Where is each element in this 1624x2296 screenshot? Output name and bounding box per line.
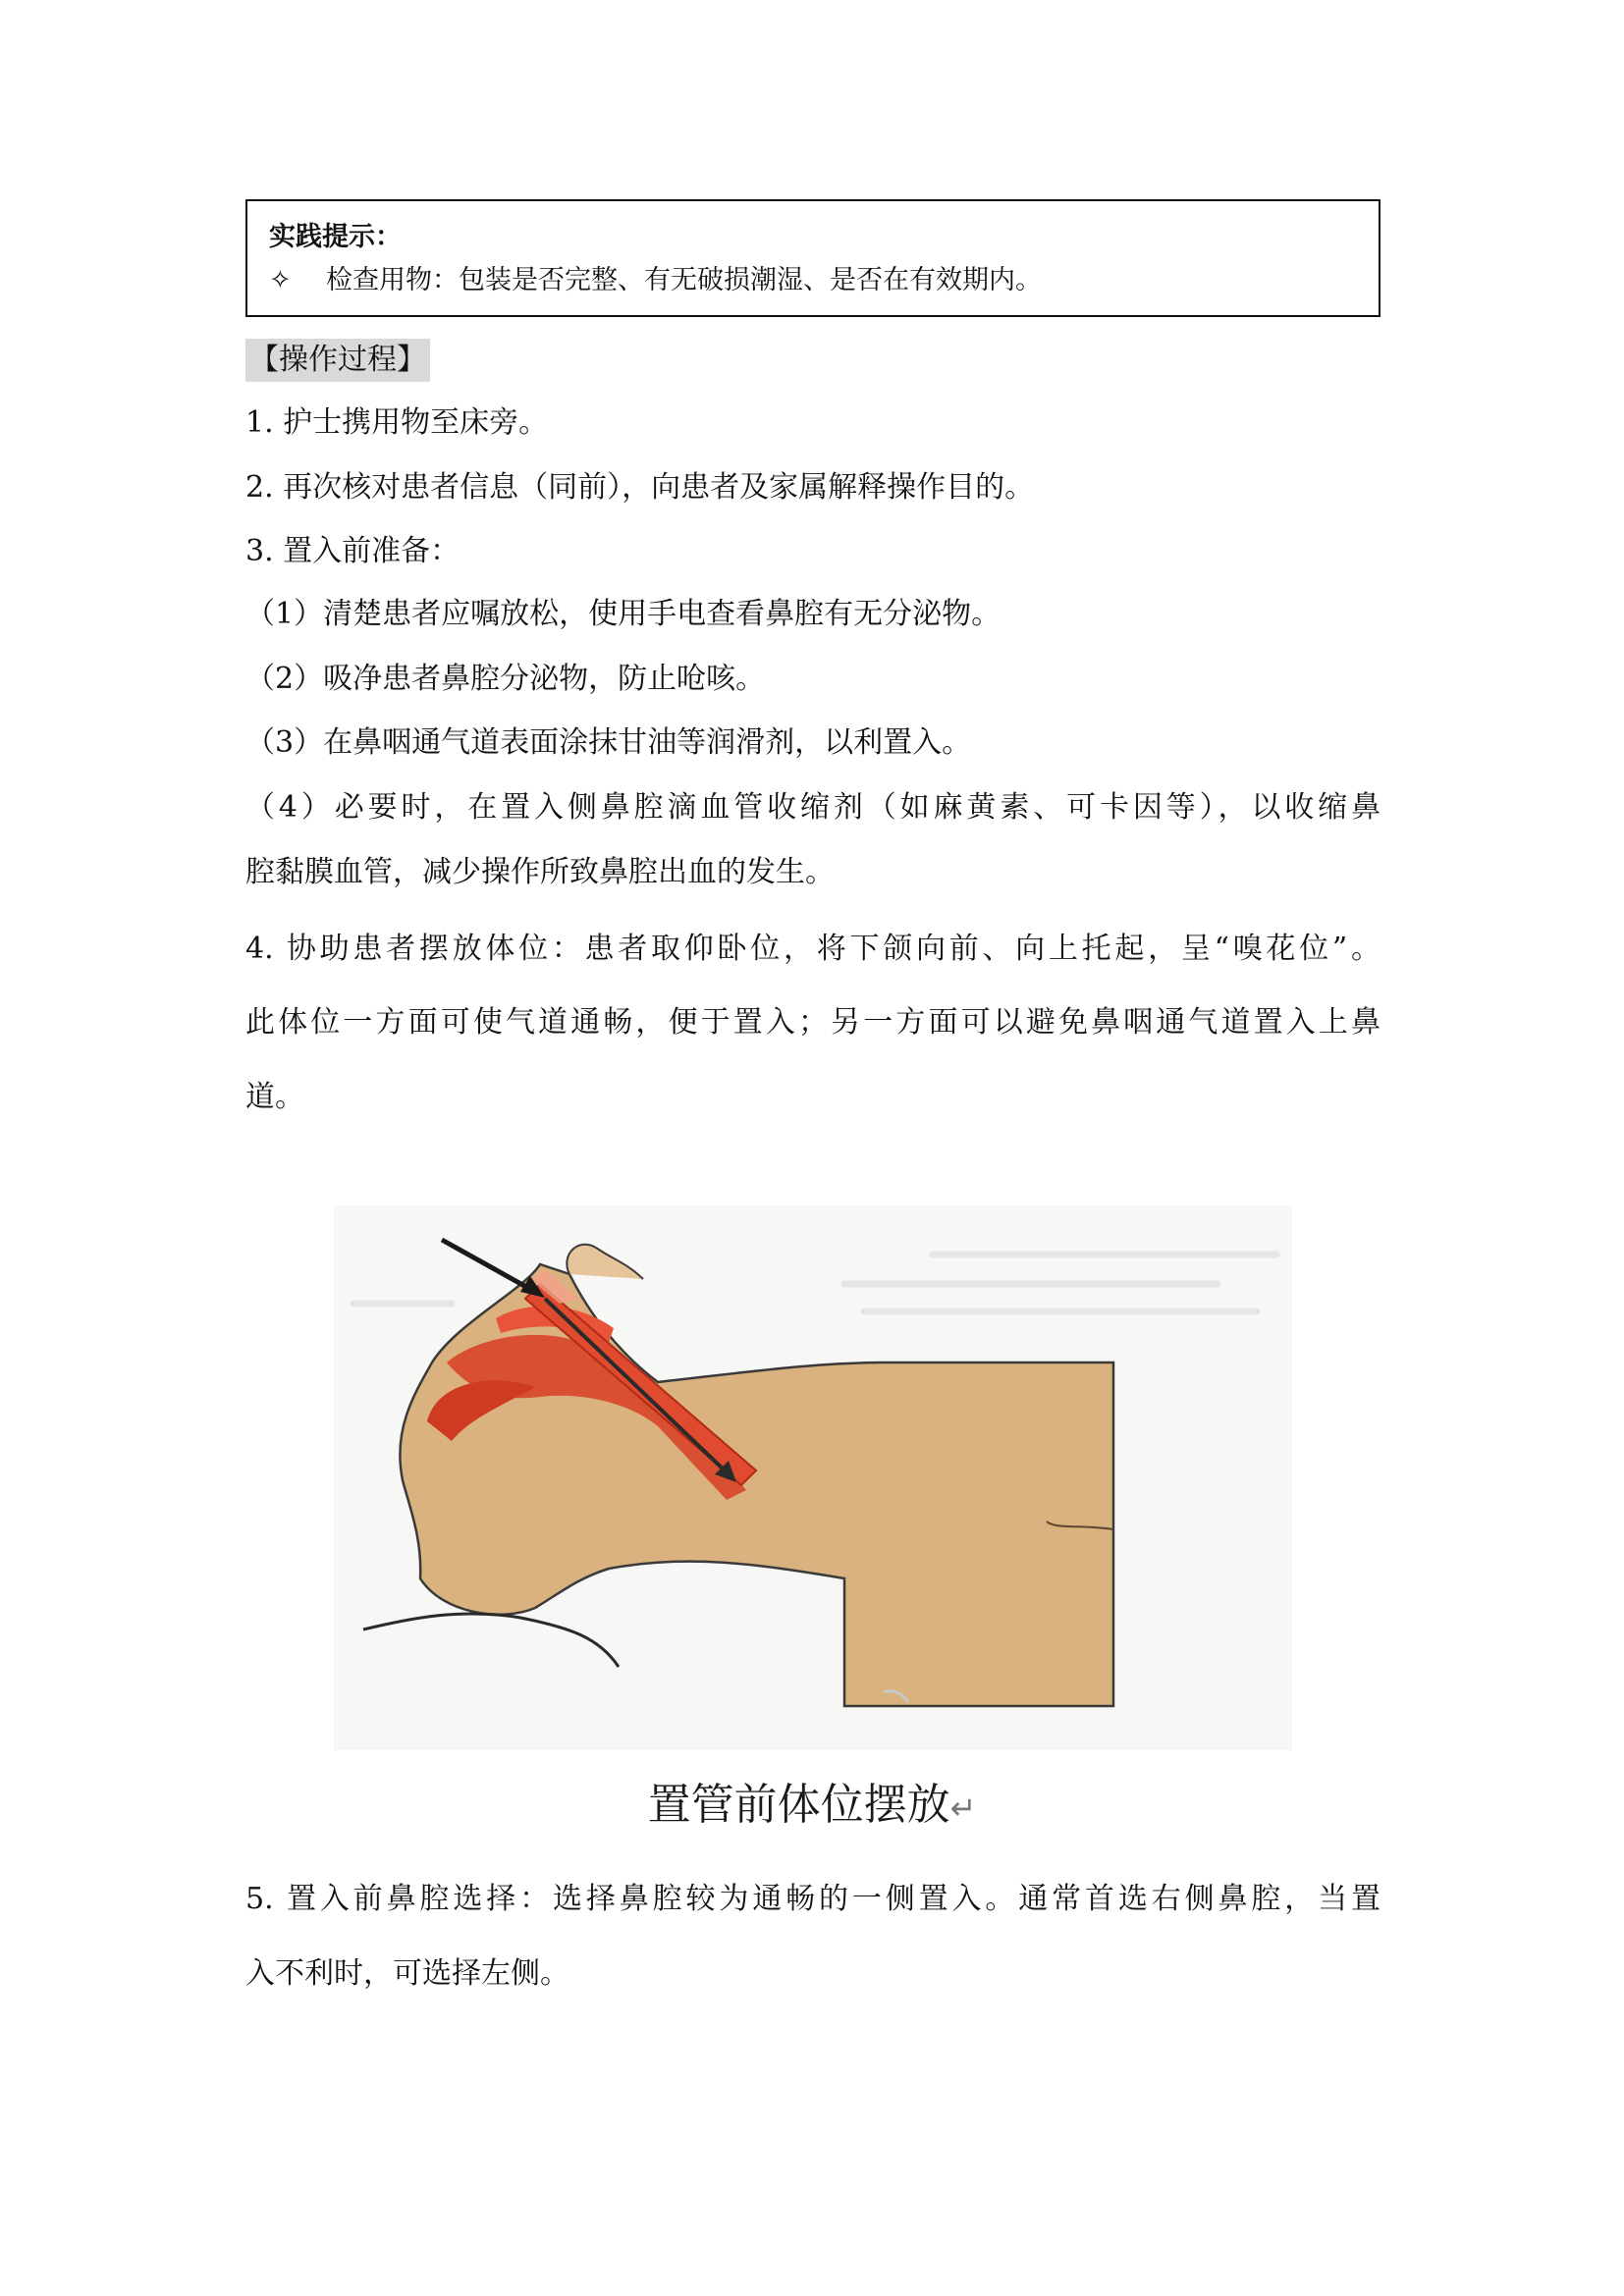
figure-caption (0, 1769, 1624, 1832)
practice-tip-text: 检查用物：包装是否完整、有无破损潮湿、是否在有效期内。 (326, 265, 1042, 295)
practice-tip-title: 实践提示： (269, 222, 402, 252)
step-4-line-3: 道。 (245, 1080, 304, 1114)
step-3-2: （2）吸净患者鼻腔分泌物，防止呛咳。 (245, 662, 766, 696)
step-3-1: （1）清楚患者应嘱放松，使用手电查看鼻腔有无分泌物。 (245, 597, 1001, 631)
step-4-line-1: 4. 协助患者摆放体位：患者取仰卧位，将下颌向前、向上托起，呈“嗅花位”。 (245, 932, 1380, 966)
step-1: 1. 护士携用物至床旁。 (245, 405, 549, 440)
step-5-line-1: 5. 置入前鼻腔选择：选择鼻腔较为通畅的一侧置入。通常首选右侧鼻腔，当置 (245, 1882, 1380, 1916)
step-3-4-line-2: 腔黏膜血管，减少操作所致鼻腔出血的发生。 (245, 855, 835, 889)
step-3-3: （3）在鼻咽通气道表面涂抹甘油等润滑剂，以利置入。 (245, 725, 972, 760)
practice-tip-box (245, 199, 1380, 317)
step-5-line-2: 入不利时，可选择左侧。 (245, 1956, 569, 1991)
positioning-illustration (334, 1205, 1292, 1750)
step-4-line-2: 此体位一方面可使气道通畅，便于置入；另一方面可以避免鼻咽通气道置入上鼻 (245, 1005, 1380, 1040)
step-3: 3. 置入前准备： (245, 534, 460, 568)
pillow-line (363, 1614, 619, 1667)
section-heading: 【操作过程】 (245, 339, 430, 382)
diamond-bullet-icon: ✧ (269, 265, 292, 295)
step-2: 2. 再次核对患者信息（同前），向患者及家属解释操作目的。 (245, 470, 1035, 505)
practice-tip-item (269, 258, 1042, 296)
caption-text: 置管前体位摆放 (647, 1780, 950, 1830)
step-3-4-line-1: （4）必要时，在置入侧鼻腔滴血管收缩剂（如麻黄素、可卡因等），以收缩鼻 (245, 790, 1380, 825)
return-arrow-icon: ↵ (949, 1789, 977, 1827)
